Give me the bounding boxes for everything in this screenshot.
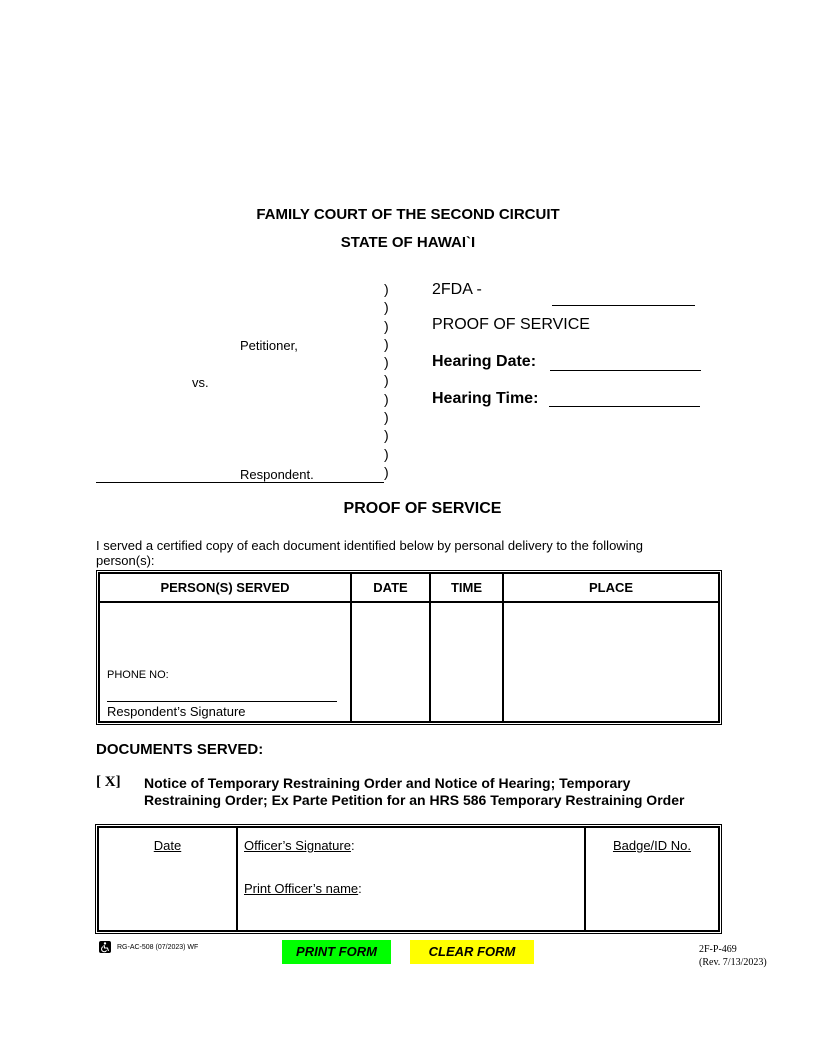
service-table	[96, 570, 722, 725]
case-number-field[interactable]	[552, 305, 695, 306]
header-persons-served: PERSON(S) SERVED	[99, 573, 351, 602]
vs-label: vs.	[192, 375, 209, 390]
respondent-underline	[96, 482, 384, 483]
paren: )	[384, 409, 389, 426]
paren: )	[384, 372, 389, 389]
clear-form-button[interactable]: CLEAR FORM	[410, 940, 534, 964]
officer-signature-cell[interactable]	[237, 827, 585, 931]
respondent-signature-label: Respondent’s Signature	[107, 704, 246, 719]
petitioner-label: Petitioner,	[240, 338, 298, 353]
date-cell[interactable]	[351, 602, 430, 722]
paren: )	[384, 317, 389, 334]
print-officer-name-colon: :	[358, 881, 362, 896]
accessibility-icon	[99, 941, 111, 953]
officer-signature-label: Officer’s Signature	[244, 838, 351, 853]
document-line-2: Restraining Order; Ex Parte Petition for an HRS 586 Temporary Restraining Order	[144, 792, 685, 808]
documents-served-heading: DOCUMENTS SERVED:	[96, 741, 264, 758]
document-description	[144, 775, 684, 809]
court-name: FAMILY COURT OF THE SECOND CIRCUIT	[256, 206, 560, 223]
paren: )	[384, 281, 389, 297]
form-number-block	[699, 943, 767, 969]
paren: )	[384, 445, 389, 462]
section-title: PROOF OF SERVICE	[343, 500, 502, 517]
badge-label: Badge/ID No.	[612, 838, 692, 853]
phone-label: PHONE NO:	[107, 669, 169, 681]
persons-served-cell[interactable]	[99, 602, 351, 722]
officer-date-cell[interactable]	[98, 827, 237, 931]
paren: )	[384, 427, 389, 444]
print-form-button[interactable]: PRINT FORM	[282, 940, 391, 964]
hearing-date-field[interactable]	[550, 370, 701, 371]
respondent-label: Respondent.	[240, 467, 314, 482]
form-code: RG-AC-508 (07/2023) WF	[117, 944, 199, 951]
time-cell[interactable]	[430, 602, 503, 722]
revision-date: (Rev. 7/13/2023)	[699, 957, 767, 968]
hearing-time-field[interactable]	[549, 406, 700, 407]
header-time: TIME	[430, 573, 503, 602]
hearing-date-label: Hearing Date:	[432, 353, 537, 370]
respondent-signature-line[interactable]	[107, 701, 337, 702]
officer-date-label: Date	[153, 838, 182, 853]
form-title: PROOF OF SERVICE	[432, 316, 590, 333]
case-number-prefix: 2FDA -	[432, 281, 482, 298]
caption-parentheses	[384, 280, 389, 481]
document-checkbox[interactable]: [ X]	[96, 774, 121, 790]
place-cell[interactable]	[503, 602, 719, 722]
hearing-time-label: Hearing Time:	[432, 390, 539, 407]
officer-signature-colon: :	[350, 838, 355, 853]
header-place: PLACE	[503, 573, 719, 602]
form-number: 2F-P-469	[699, 944, 737, 955]
print-officer-name-label: Print Officer’s name	[244, 881, 359, 896]
paren: )	[384, 390, 389, 407]
header-date: DATE	[351, 573, 430, 602]
document-line-1: Notice of Temporary Restraining Order and Notice of Hearing; Temporary	[144, 775, 631, 791]
paren: )	[384, 299, 389, 316]
paren: )	[384, 335, 389, 352]
paren: )	[384, 463, 389, 480]
badge-cell[interactable]	[585, 827, 719, 931]
state-name: STATE OF HAWAI`I	[340, 234, 476, 251]
service-intro-text: I served a certified copy of each document identified below by personal delivery to the following person(s):	[96, 538, 644, 568]
paren: )	[384, 354, 389, 371]
officer-table	[95, 824, 722, 934]
